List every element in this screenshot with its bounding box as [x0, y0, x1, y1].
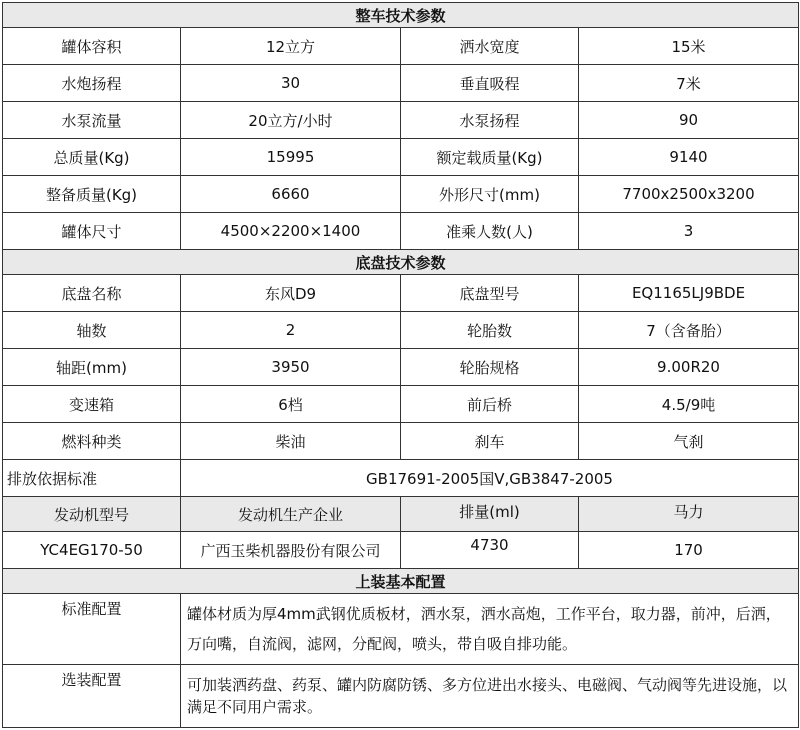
section-header-row	[3, 3, 799, 28]
engine-model-value: YC4EG170-50	[3, 532, 181, 569]
param-value: 6660	[181, 176, 401, 213]
table-row	[3, 423, 799, 460]
param-label: 额定载质量(Kg)	[401, 139, 579, 176]
param-label: 水泵流量	[3, 102, 181, 139]
param-label: 刹车	[401, 423, 579, 460]
section-header-row	[3, 569, 799, 594]
param-label: 垂直吸程	[401, 65, 579, 102]
optional-config-row	[3, 665, 799, 728]
param-label: 外形尺寸(mm)	[401, 176, 579, 213]
param-label: 轮胎数	[401, 312, 579, 349]
param-value: 4.5/9吨	[579, 386, 799, 423]
param-label: 罐体尺寸	[3, 213, 181, 250]
table-row	[3, 139, 799, 176]
emission-value: GB17691-2005国Ⅴ,GB3847-2005	[181, 460, 799, 497]
section-title-upper: 上装基本配置	[3, 569, 799, 594]
param-value: 3	[579, 213, 799, 250]
param-value: 90	[579, 102, 799, 139]
displacement-value: 4730	[401, 532, 579, 569]
engine-header-cell: 排量(ml)	[401, 497, 579, 532]
param-value: 7米	[579, 65, 799, 102]
param-label: 底盘型号	[401, 275, 579, 312]
param-value: 2	[181, 312, 401, 349]
param-value: 6档	[181, 386, 401, 423]
table-row	[3, 213, 799, 250]
emission-label: 排放依据标准	[3, 460, 181, 497]
param-label: 前后桥	[401, 386, 579, 423]
param-label: 底盘名称	[3, 275, 181, 312]
param-value: 30	[181, 65, 401, 102]
param-value: 气刹	[579, 423, 799, 460]
spec-table	[2, 2, 799, 728]
table-row	[3, 275, 799, 312]
standard-config-text: 罐体材质为厚4mm武钢优质板材，洒水泵，洒水高炮，工作平台，取力器，前冲，后洒，万向嘴，自流阀，滤网，分配阀，喷头，带自吸自排功能。	[181, 594, 799, 665]
standard-config-row	[3, 594, 799, 665]
engine-header-cell: 发动机生产企业	[181, 497, 401, 532]
table-row	[3, 349, 799, 386]
table-row	[3, 65, 799, 102]
param-label: 准乘人数(人)	[401, 213, 579, 250]
param-label: 罐体容积	[3, 28, 181, 65]
table-row	[3, 386, 799, 423]
param-value: 12立方	[181, 28, 401, 65]
param-value: 9.00R20	[579, 349, 799, 386]
section-header-row	[3, 250, 799, 275]
param-value: 15米	[579, 28, 799, 65]
param-value: EQ1165LJ9BDE	[579, 275, 799, 312]
param-label: 轴数	[3, 312, 181, 349]
engine-header-cell: 马力	[579, 497, 799, 532]
param-label: 洒水宽度	[401, 28, 579, 65]
param-value: 9140	[579, 139, 799, 176]
param-value: 7（含备胎）	[579, 312, 799, 349]
param-label: 燃料种类	[3, 423, 181, 460]
param-value: 柴油	[181, 423, 401, 460]
table-row	[3, 28, 799, 65]
param-label: 水炮扬程	[3, 65, 181, 102]
param-label: 轮胎规格	[401, 349, 579, 386]
engine-header-row	[3, 497, 799, 532]
optional-config-label: 选装配置	[3, 665, 181, 728]
param-label: 整备质量(Kg)	[3, 176, 181, 213]
param-value: 4500×2200×1400	[181, 213, 401, 250]
param-value: 3950	[181, 349, 401, 386]
param-value: 20立方/小时	[181, 102, 401, 139]
optional-config-text: 可加装洒药盘、药泵、罐内防腐防锈、多方位进出水接头、电磁阀、气动阀等先进设施，以满足不同用户需求。	[181, 665, 799, 728]
param-value: 15995	[181, 139, 401, 176]
param-label: 变速箱	[3, 386, 181, 423]
horsepower-value: 170	[579, 532, 799, 569]
emission-row	[3, 460, 799, 497]
param-label: 总质量(Kg)	[3, 139, 181, 176]
table-row	[3, 312, 799, 349]
engine-values-row	[3, 532, 799, 569]
param-label: 水泵扬程	[401, 102, 579, 139]
table-row	[3, 176, 799, 213]
engine-header-cell: 发动机型号	[3, 497, 181, 532]
param-value: 7700x2500x3200	[579, 176, 799, 213]
param-label: 轴距(mm)	[3, 349, 181, 386]
engine-maker-value: 广西玉柴机器股份有限公司	[181, 532, 401, 569]
standard-config-label: 标准配置	[3, 594, 181, 665]
section-title-vehicle: 整车技术参数	[3, 3, 799, 28]
table-row	[3, 102, 799, 139]
section-title-chassis: 底盘技术参数	[3, 250, 799, 275]
param-value: 东风D9	[181, 275, 401, 312]
